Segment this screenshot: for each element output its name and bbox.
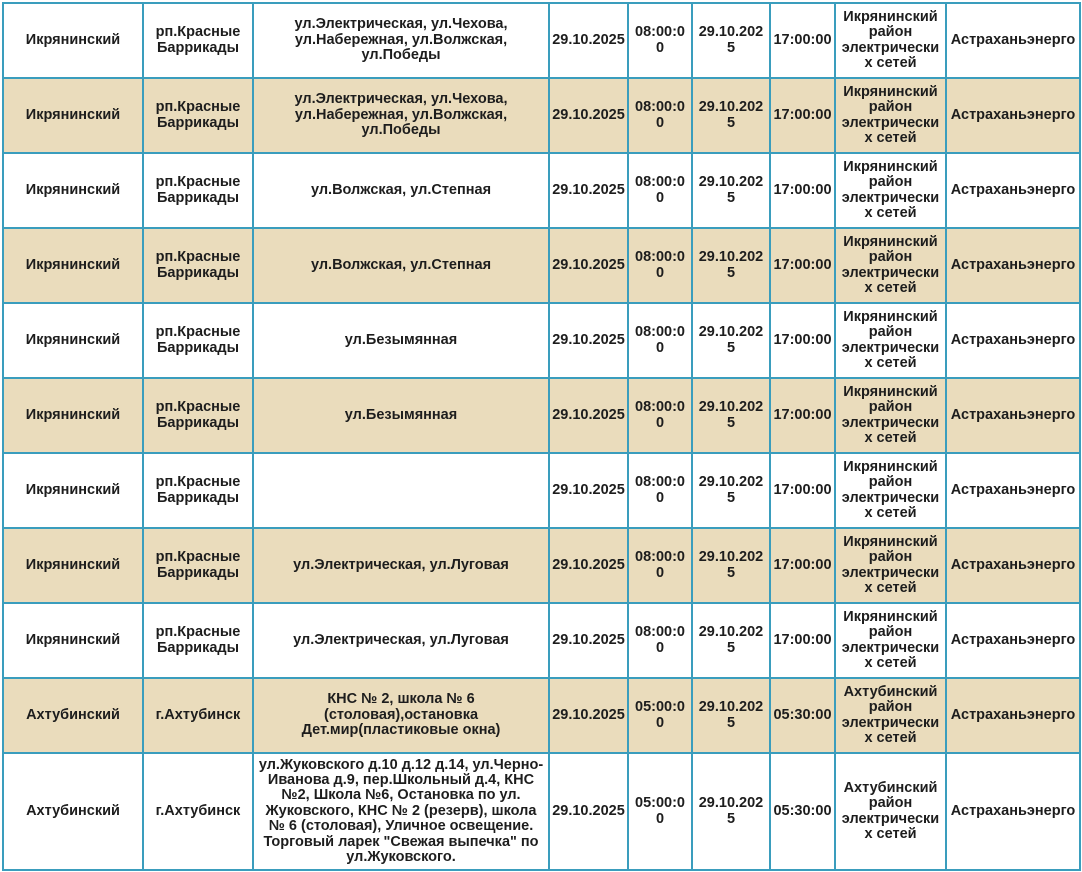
- cell-res-org: Икрянинский район электрических сетей: [835, 453, 946, 528]
- cell-start-time: 05:00:00: [628, 678, 692, 753]
- cell-start-date: 29.10.2025: [549, 228, 628, 303]
- cell-start-date: 29.10.2025: [549, 528, 628, 603]
- cell-res-org: Икрянинский район электрических сетей: [835, 378, 946, 453]
- cell-res-org: Икрянинский район электрических сетей: [835, 603, 946, 678]
- table-row: [3, 303, 1080, 378]
- cell-start-time: 08:00:00: [628, 3, 692, 78]
- cell-start-time: 08:00:00: [628, 453, 692, 528]
- cell-start-date: 29.10.2025: [549, 453, 628, 528]
- cell-start-date: 29.10.2025: [549, 78, 628, 153]
- table-row: [3, 603, 1080, 678]
- cell-end-date: 29.10.2025: [692, 3, 770, 78]
- cell-company: Астраханьэнерго: [946, 678, 1080, 753]
- cell-company: Астраханьэнерго: [946, 303, 1080, 378]
- cell-end-date: 29.10.2025: [692, 303, 770, 378]
- cell-start-time: 08:00:00: [628, 228, 692, 303]
- cell-streets: ул.Электрическая, ул.Луговая: [253, 528, 549, 603]
- cell-start-time: 08:00:00: [628, 378, 692, 453]
- cell-district: Икрянинский: [3, 78, 143, 153]
- table-row: [3, 153, 1080, 228]
- cell-company: Астраханьэнерго: [946, 378, 1080, 453]
- cell-end-date: 29.10.2025: [692, 378, 770, 453]
- cell-settlement: рп.Красные Баррикады: [143, 378, 253, 453]
- cell-district: Икрянинский: [3, 3, 143, 78]
- cell-end-date: 29.10.2025: [692, 228, 770, 303]
- cell-end-time: 17:00:00: [770, 378, 835, 453]
- cell-streets: ул.Безымянная: [253, 378, 549, 453]
- cell-streets: ул.Электрическая, ул.Луговая: [253, 603, 549, 678]
- cell-district: Икрянинский: [3, 153, 143, 228]
- cell-start-time: 05:00:00: [628, 753, 692, 870]
- cell-end-date: 29.10.2025: [692, 678, 770, 753]
- cell-res-org: Икрянинский район электрических сетей: [835, 3, 946, 78]
- cell-start-time: 08:00:00: [628, 78, 692, 153]
- cell-end-date: 29.10.2025: [692, 528, 770, 603]
- cell-company: Астраханьэнерго: [946, 3, 1080, 78]
- cell-res-org: Икрянинский район электрических сетей: [835, 528, 946, 603]
- cell-streets: ул.Волжская, ул.Степная: [253, 228, 549, 303]
- cell-end-date: 29.10.2025: [692, 753, 770, 870]
- cell-company: Астраханьэнерго: [946, 453, 1080, 528]
- cell-start-time: 08:00:00: [628, 153, 692, 228]
- cell-start-time: 08:00:00: [628, 528, 692, 603]
- cell-res-org: Икрянинский район электрических сетей: [835, 153, 946, 228]
- cell-settlement: рп.Красные Баррикады: [143, 303, 253, 378]
- cell-streets: ул.Электрическая, ул.Чехова, ул.Набережная, ул.Волжская, ул.Победы: [253, 3, 549, 78]
- cell-start-date: 29.10.2025: [549, 678, 628, 753]
- cell-streets: ул.Безымянная: [253, 303, 549, 378]
- cell-company: Астраханьэнерго: [946, 603, 1080, 678]
- cell-end-time: 17:00:00: [770, 153, 835, 228]
- table-row: [3, 78, 1080, 153]
- cell-start-time: 08:00:00: [628, 303, 692, 378]
- cell-settlement: г.Ахтубинск: [143, 753, 253, 870]
- table-row: [3, 528, 1080, 603]
- table-row: [3, 453, 1080, 528]
- cell-settlement: рп.Красные Баррикады: [143, 453, 253, 528]
- cell-district: Икрянинский: [3, 453, 143, 528]
- cell-company: Астраханьэнерго: [946, 153, 1080, 228]
- cell-res-org: Ахтубинский район электрических сетей: [835, 753, 946, 870]
- cell-end-date: 29.10.2025: [692, 78, 770, 153]
- cell-district: Икрянинский: [3, 303, 143, 378]
- cell-district: Ахтубинский: [3, 678, 143, 753]
- cell-company: Астраханьэнерго: [946, 78, 1080, 153]
- cell-streets: ул.Электрическая, ул.Чехова, ул.Набережная, ул.Волжская, ул.Победы: [253, 78, 549, 153]
- cell-end-date: 29.10.2025: [692, 603, 770, 678]
- cell-company: Астраханьэнерго: [946, 228, 1080, 303]
- cell-streets: [253, 453, 549, 528]
- table-row: [3, 753, 1080, 870]
- cell-settlement: г.Ахтубинск: [143, 678, 253, 753]
- cell-end-time: 17:00:00: [770, 528, 835, 603]
- table-row: [3, 378, 1080, 453]
- cell-res-org: Икрянинский район электрических сетей: [835, 228, 946, 303]
- cell-end-time: 17:00:00: [770, 78, 835, 153]
- cell-district: Икрянинский: [3, 228, 143, 303]
- cell-streets: КНС № 2, школа № 6 (столовая),остановка Дет.мир(пластиковые окна): [253, 678, 549, 753]
- cell-start-date: 29.10.2025: [549, 153, 628, 228]
- cell-settlement: рп.Красные Баррикады: [143, 3, 253, 78]
- cell-start-date: 29.10.2025: [549, 378, 628, 453]
- table-row: [3, 228, 1080, 303]
- cell-streets: ул.Жуковского д.10 д.12 д.14, ул.Черно-Иванова д.9, пер.Школьный д.4, КНС №2, Школа №6, Остановка по ул. Жуковского, КНС № 2 (резерв), школа № 6 (столовая), Уличное освещение. Торговый ларек "Свежая выпечка" по ул.Жуковского.: [253, 753, 549, 870]
- cell-end-date: 29.10.2025: [692, 453, 770, 528]
- cell-end-date: 29.10.2025: [692, 153, 770, 228]
- cell-district: Ахтубинский: [3, 753, 143, 870]
- cell-settlement: рп.Красные Баррикады: [143, 228, 253, 303]
- cell-district: Икрянинский: [3, 528, 143, 603]
- cell-end-time: 17:00:00: [770, 228, 835, 303]
- cell-start-date: 29.10.2025: [549, 753, 628, 870]
- cell-res-org: Икрянинский район электрических сетей: [835, 303, 946, 378]
- outage-table-body: [3, 3, 1080, 870]
- cell-district: Икрянинский: [3, 603, 143, 678]
- cell-end-time: 17:00:00: [770, 303, 835, 378]
- cell-start-date: 29.10.2025: [549, 3, 628, 78]
- cell-settlement: рп.Красные Баррикады: [143, 528, 253, 603]
- cell-settlement: рп.Красные Баррикады: [143, 603, 253, 678]
- cell-start-date: 29.10.2025: [549, 603, 628, 678]
- cell-end-time: 17:00:00: [770, 603, 835, 678]
- outage-schedule-table: [2, 2, 1081, 871]
- cell-end-time: 05:30:00: [770, 753, 835, 870]
- cell-end-time: 05:30:00: [770, 678, 835, 753]
- cell-district: Икрянинский: [3, 378, 143, 453]
- cell-settlement: рп.Красные Баррикады: [143, 153, 253, 228]
- cell-start-time: 08:00:00: [628, 603, 692, 678]
- table-row: [3, 3, 1080, 78]
- cell-res-org: Ахтубинский район электрических сетей: [835, 678, 946, 753]
- cell-settlement: рп.Красные Баррикады: [143, 78, 253, 153]
- cell-company: Астраханьэнерго: [946, 528, 1080, 603]
- cell-end-time: 17:00:00: [770, 453, 835, 528]
- cell-res-org: Икрянинский район электрических сетей: [835, 78, 946, 153]
- cell-streets: ул.Волжская, ул.Степная: [253, 153, 549, 228]
- cell-start-date: 29.10.2025: [549, 303, 628, 378]
- table-row: [3, 678, 1080, 753]
- cell-company: Астраханьэнерго: [946, 753, 1080, 870]
- cell-end-time: 17:00:00: [770, 3, 835, 78]
